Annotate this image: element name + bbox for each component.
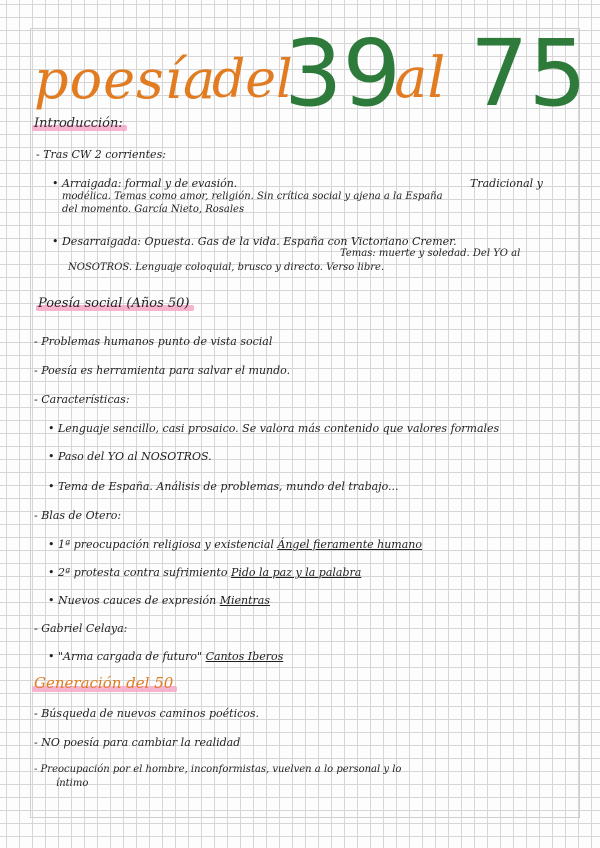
blas-point-2: • 2ª protesta contra sufrimiento: [48, 566, 231, 579]
intro-line-2: • Arraigada: formal y de evasión.: [52, 177, 238, 190]
intro-line-2b: Tradicional y: [470, 177, 543, 190]
social-line-6: • Tema de España. Análisis de problemas, mundo del trabajo...: [48, 480, 399, 493]
intro-heading-text: Introducción:: [34, 116, 123, 131]
social-line-1: - Problemas humanos punto de vista social: [34, 335, 273, 348]
title-word-al: al: [394, 46, 446, 111]
social-line-8: [48, 538, 422, 551]
book-mientras: Mientras: [219, 594, 271, 607]
intro-line-1: - Tras CW 2 corrientes:: [36, 148, 166, 161]
gen50-heading-text: Generación del 50: [34, 674, 174, 692]
social-line-3: - Características:: [34, 393, 130, 406]
social-line-11: - Gabriel Celaya:: [34, 622, 128, 635]
title-number-75: 75: [470, 20, 588, 127]
intro-line-4: del momento. García Nieto, Rosales: [62, 204, 245, 215]
social-line-7: - Blas de Otero:: [34, 509, 122, 522]
blas-point-1: • 1ª preocupación religiosa y existencial: [48, 538, 278, 551]
social-heading-text: Poesía social (Años 50): [38, 296, 190, 311]
social-heading: [38, 296, 190, 311]
book-cantos-iberos: Cantos Iberos: [205, 650, 284, 663]
intro-heading: [34, 116, 123, 131]
intro-line-3: modélica. Temas como amor, religión. Sin crítica social y ajena a la España: [62, 191, 443, 202]
social-line-9: [48, 566, 361, 579]
gen50-line-2: - NO poesía para cambiar la realidad: [34, 736, 241, 749]
intro-line-7: NOSOTROS. Lenguaje coloquial, brusco y directo. Verso libre.: [68, 262, 385, 273]
title-word-poesia: poesía: [34, 48, 217, 111]
gen50-line-3: - Preocupación por el hombre, inconformistas, vuelven a lo personal y lo: [34, 764, 402, 775]
title-number-39: 39: [284, 20, 402, 127]
title-word-del: del: [212, 50, 293, 110]
social-line-5: • Paso del YO al NOSOTROS.: [48, 450, 212, 463]
page-title: [30, 18, 588, 128]
intro-line-6: Temas: muerte y soledad. Del YO al: [340, 248, 521, 259]
blas-point-3: • Nuevos cauces de expresión: [48, 594, 220, 607]
social-line-12: [48, 650, 283, 663]
book-pido-la-paz: Pido la paz y la palabra: [230, 566, 362, 579]
social-line-2: - Poesía es herramienta para salvar el mundo.: [34, 364, 291, 377]
gen50-heading: [34, 674, 173, 692]
gen50-line-1: - Búsqueda de nuevos caminos poéticos.: [34, 707, 260, 720]
celaya-point: • "Arma cargada de futuro": [48, 650, 206, 663]
book-angel-fieramente-humano: Ángel fieramente humano: [277, 538, 422, 551]
intro-line-5: • Desarraigada: Opuesta. Gas de la vida. España con Victoriano Cremer.: [52, 235, 457, 248]
social-line-10: [48, 594, 270, 607]
gen50-line-4: íntimo: [56, 778, 89, 789]
social-line-4: • Lenguaje sencillo, casi prosaico. Se valora más contenido que valores formales: [48, 422, 500, 435]
